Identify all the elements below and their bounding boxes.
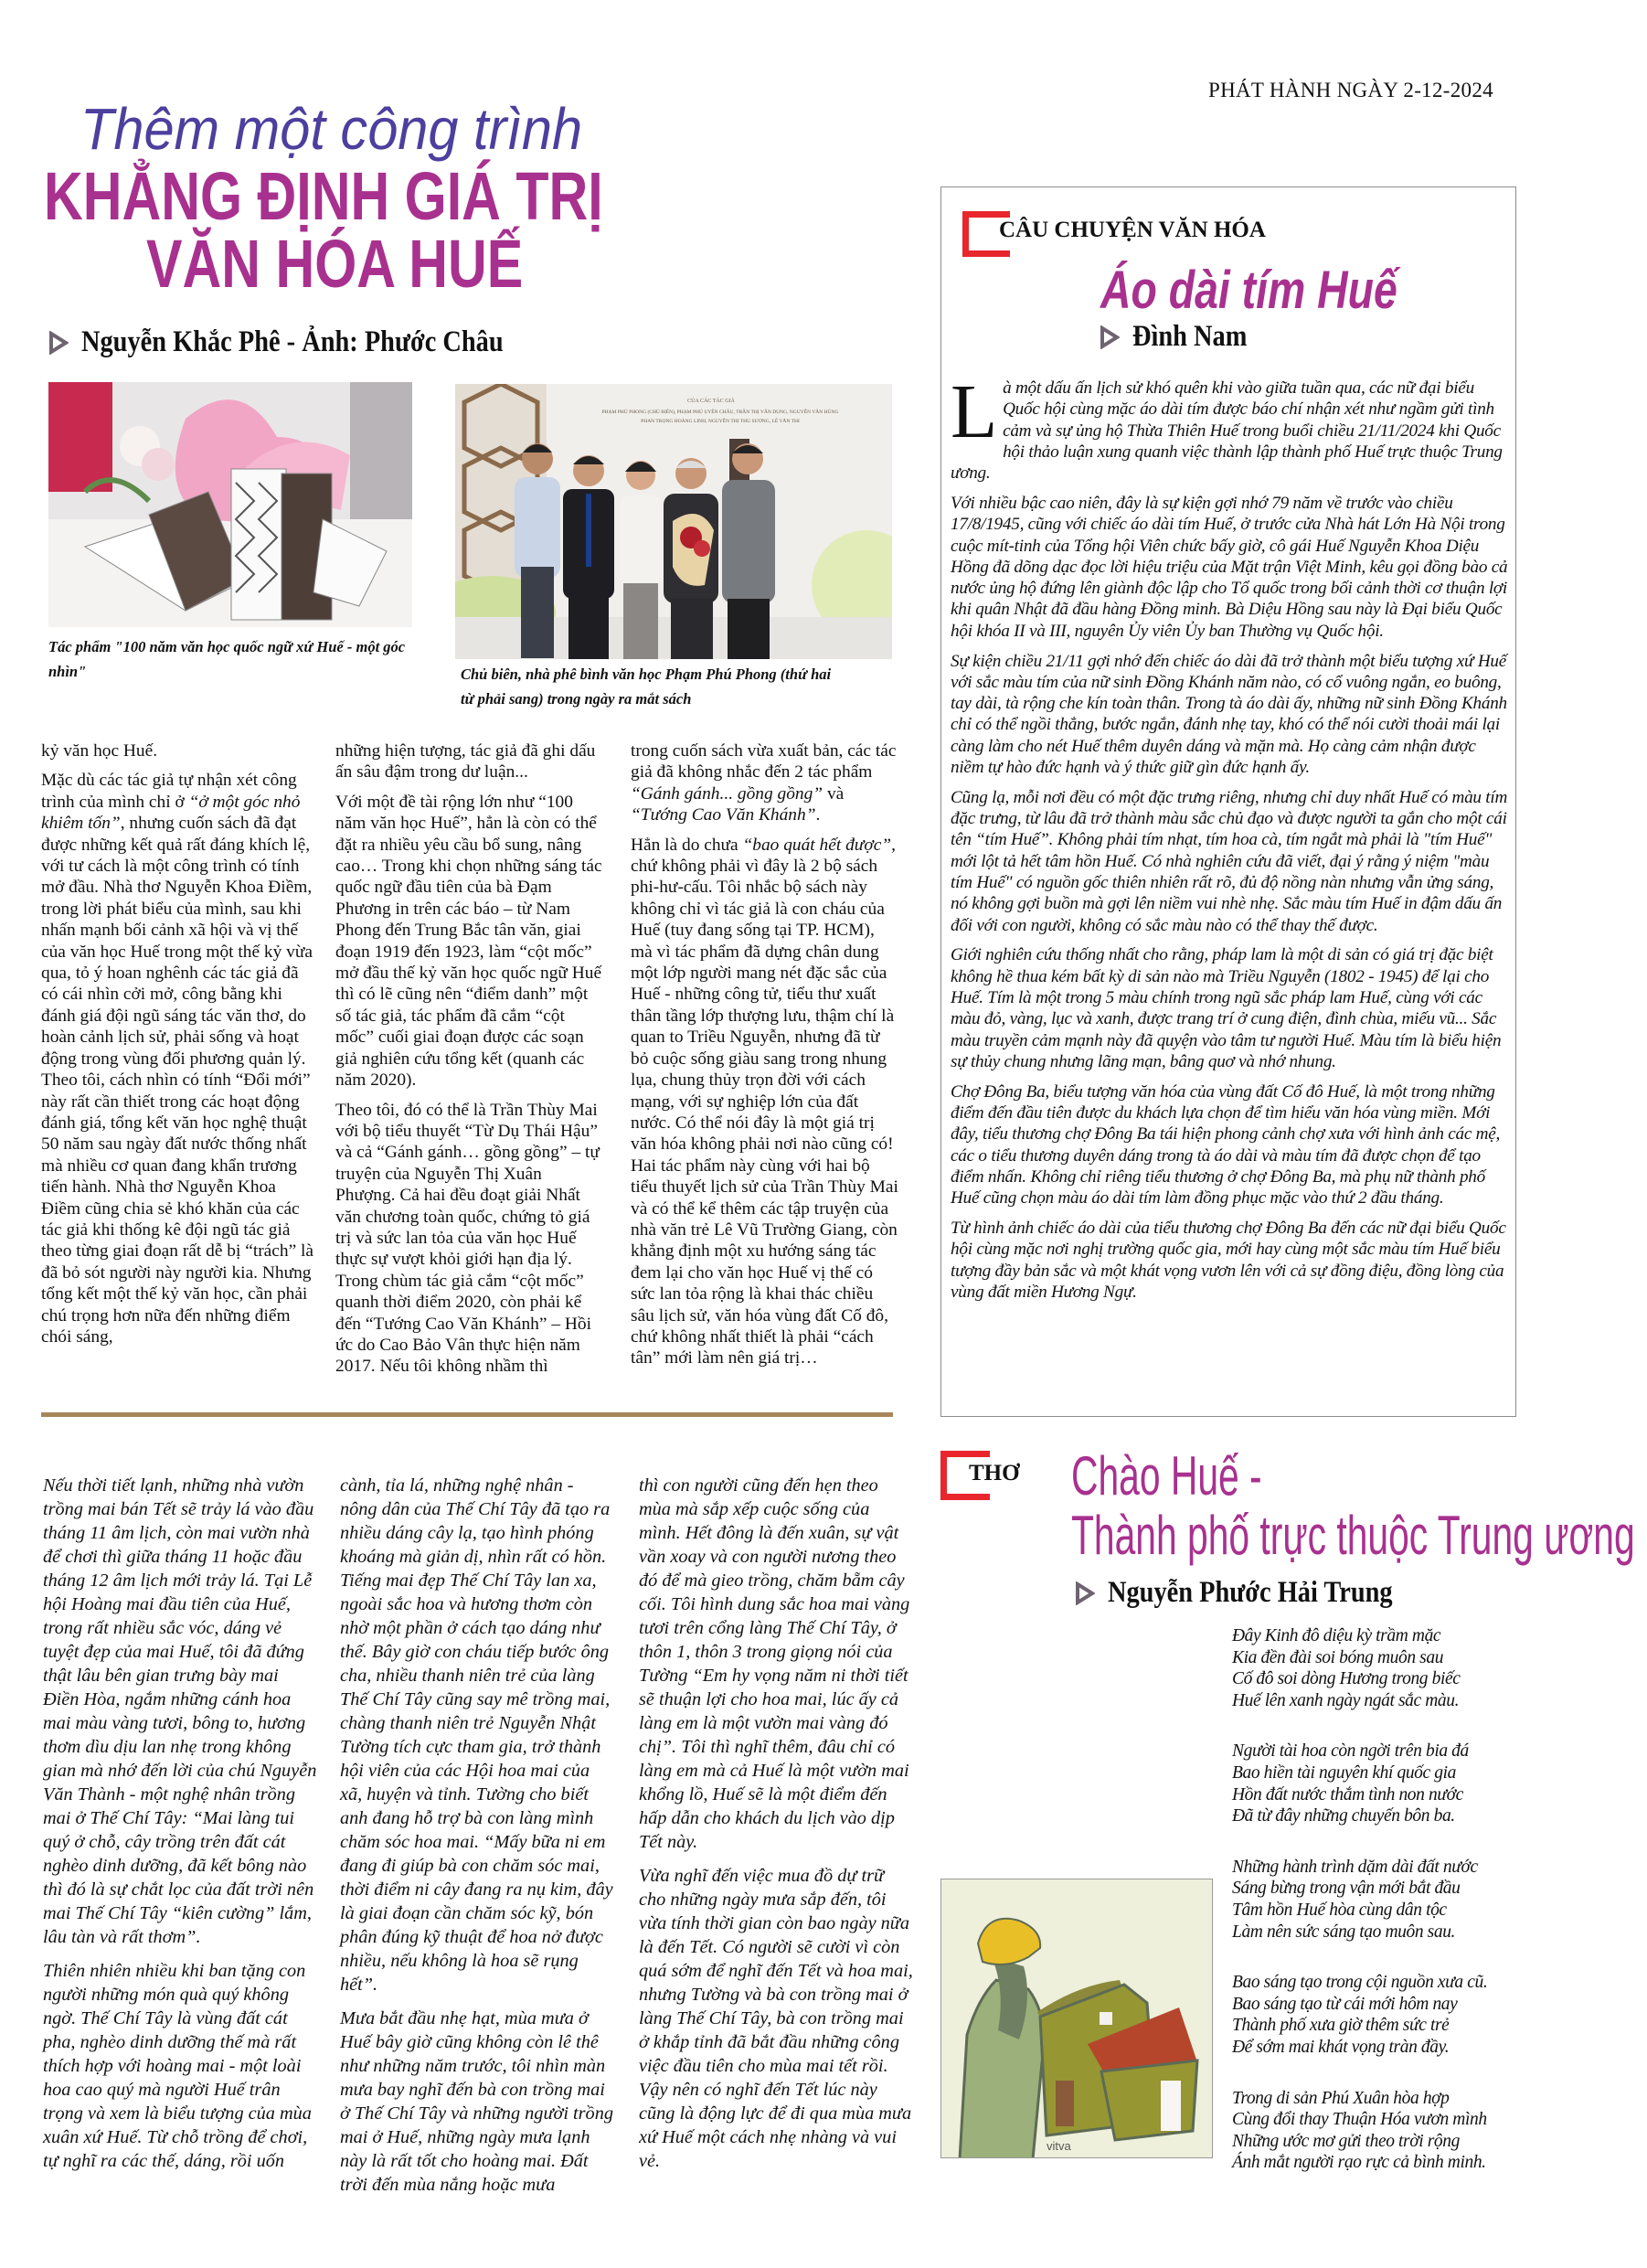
paragraph xyxy=(631,835,899,1369)
paragraph xyxy=(631,740,899,826)
italic-text-segment: “Gánh gánh... gồng gồng” xyxy=(631,783,824,804)
paragraph xyxy=(41,770,315,1347)
poem-stanza xyxy=(1232,1741,1487,1826)
banner-line-3: PHAN TRỌNG HOÀNG LINH, NGUYỄN THỊ THU SƯƠNG, LÊ VĂN THI xyxy=(641,419,800,424)
poem-byline xyxy=(1075,1576,1439,1610)
text-segment: Giới nghiên cứu thống nhất cho rằng, pháp lam là một di sản có giá trị đặc biệt không hề thua kém bất kỳ di sản nào mà Triều Nguyễn (1802 - 1945) để lại cho Huế. Tím là một trong 5 màu chính trong ngũ sắc pháp lam Huế, cùng với các màu đỏ, vàng, lục và xanh, được trang trí ở cung điện, đình chùa, miếu vũ... Sắc màu truyền cảm mạnh này đã quyện vào tâm tư người Huế. Màu tím là biểu hiện sự thủy chung nhưng lãng mạn, bâng quơ và nhớ nhung. xyxy=(951,945,1502,1071)
paragraph xyxy=(639,1474,913,1854)
text-segment: trong cuốn sách vừa xuất bản, các tác giả đã không nhắc đến 2 tác phẩm xyxy=(631,741,897,783)
release-date: PHÁT HÀNH NGÀY 2-12-2024 xyxy=(1208,79,1493,101)
culture-story-body xyxy=(951,369,1508,1312)
text-segment: Cũng lạ, mỗi nơi đều có một đặc trưng riêng, nhưng chỉ duy nhất Huế có màu tím đặc trưng, từ lâu đã trở thành màu sắc chủ đạo và được người ta gắn cho một cái tên “tím Huế”. Không phải tím nhạt, tím hoa cà, tím ngắt mà phải là "tím Huế" mới lột tả hết tâm hồn Huế. Có nhà nghiên cứu đã viết, đại ý rằng ý niệm "màu tím Huế" có nguồn gốc thiên nhiên rất rõ, đủ độ nồng nàn nhưng vẫn ửng sáng, nó không gợi buồn mà gợi lên niềm vui nhè nhẹ. Sắc màu tím Huế in đậm dấu ấn đối với con người, không có sắc màu nào có thể thay thế được. xyxy=(951,787,1508,935)
triangle-bullet-icon xyxy=(1100,325,1120,349)
text-segment: Nếu thời tiết lạnh, những nhà vườn trồng mai bán Tết sẽ trảy lá vào đầu tháng 11 âm lịch, còn mai vườn nhà để chơi thì giữa tháng 11 hoặc đầu tháng 12 âm lịch mới trảy lá. Tại Lễ hội Hoàng mai đầu tiên của Huế, trong rất nhiều sắc vóc, dáng vẻ tuyệt đẹp của mai Huế, tôi đã đứng thật lâu bên gian trưng bày mai Điền Hòa, ngắm những cánh hoa mai màu vàng tươi, bông to, hương thơm dìu dịu lan nhẹ trong không gian mà nhớ đến lời của chú Nguyễn Văn Thành - một nghệ nhân trồng mai ở Thế Chí Tây: “Mai làng tui quý ở chỗ, cây trồng trên đất cát nghèo dinh dưỡng, đã kết bông nào thì đó là sự chắt lọc của đất trời nên mai Thế Chí Tây “kiên cường” lắm, lâu tàn và rất thơm”. xyxy=(43,1475,317,1947)
poem-line: Làm nên sức sáng tạo muôn sau. xyxy=(1232,1922,1456,1942)
launch-event-caption: Chủ biên, nhà phê bình văn học Phạm Phú Phong (thứ hai từ phải sang) trong ngày ra mắt sách xyxy=(461,665,832,708)
poem-illustration xyxy=(940,1879,1213,2158)
byline-text: Nguyễn Khắc Phê - Ảnh: Phước Châu xyxy=(81,325,504,358)
poem-line: Hồn đất nước thắm tình non nước xyxy=(1232,1784,1463,1805)
lead-paragraph xyxy=(951,369,1508,484)
poem-line: Sáng bừng trong vận mới bắt đầu xyxy=(1232,1879,1461,1899)
paragraph xyxy=(951,1081,1508,1209)
launch-event-photo xyxy=(455,384,892,659)
text-segment: Theo tôi, đó có thể là Trần Thùy Mai với bộ tiểu thuyết “Từ Dụ Thái Hậu” và cả “Gánh gánh… gồng gồng” – tự truyện của Nguyễn Thị Xuân Phượng. Cả hai đều đoạt giải Nhất văn chương toàn quốc, chứng tỏ giá trị và sức lan tỏa của văn học Huế thực sự vượt khỏi giới hạn địa lý. Trong chùm tác giả cắm “cột mốc” quanh thời điểm 2020, còn phải kể đến “Tướng Cao Văn Khánh” – Hồi ức do Cao Bảo Vân thực hiện năm 2017. Nếu tôi không nhầm thì xyxy=(335,1100,600,1377)
poem-line: Đã từ đây những chuyến bôn ba. xyxy=(1232,1806,1455,1826)
main-article-column-2 xyxy=(335,740,604,1386)
poem-line: Những hành trình dặm dài đất nước xyxy=(1232,1857,1478,1877)
book-photo xyxy=(48,382,412,627)
text-segment: Chợ Đông Ba, biểu tượng văn hóa của vùng đất Cố đô Huế, là một trong những điểm đến đầu tiên được du khách lựa chọn để tìm hiểu văn hóa vùng miền. Mới đây, tiểu thương chợ Đông Ba tái hiện phong cảnh chợ xưa với hình ảnh các mệ, các o tiểu thương duyên dáng trong tà áo dài và màu tím đã được chọn để tạo điểm nhấn. Không chỉ riêng tiểu thương ở chợ Đông Ba, mà phụ nữ thành phố Huế cũng chọn màu áo dài tím làm đồng phục mặc vào thứ 2 đầu tháng. xyxy=(951,1081,1501,1209)
paragraph xyxy=(43,1959,317,2173)
culture-byline xyxy=(1100,320,1266,354)
poem-line: Người tài hoa còn ngời trên bia đá xyxy=(1232,1741,1469,1762)
text-segment: Với nhiều bậc cao niên, đây là sự kiện gợi nhớ 79 năm về trước vào chiều 17/8/1945, cũng với chiếc áo dài tím Huế, ở trước cửa Nhà hát Lớn Hà Nội trong cuộc mít-tinh của Tổng hội Viên chức bấy giờ, cô gái Huế Nguyễn Khoa Diệu Hồng đã dõng dạc đọc lời hiệu triệu của Mặt trận Việt Minh, kêu gọi đồng bào cả nước ủng hộ đứng lên giành độc lập cho Tổ quốc trong bối cảnh thời cơ thuận lợi khi quân Nhật đã đầu hàng Đồng minh. Bà Diệu Hồng sau này là Đại biểu Quốc hội khóa II và III, nguyên Ủy viên Ủy ban Thường vụ Quốc hội. xyxy=(951,493,1508,641)
byline-text: Nguyễn Phước Hải Trung xyxy=(1108,1576,1393,1609)
paragraph xyxy=(335,740,604,783)
text-segment: Vừa nghĩ đến việc mua đồ dự trữ cho những ngày mưa sắp đến, tôi vừa tính thời gian còn bao ngày nữa là đến Tết. Có người sẽ cười vì còn quá sớm để nghĩ đến Tết và hoa mai, nhưng Tường và bà con trồng mai ở làng Thế Chí Tây, bà con trồng mai ở khắp tỉnh đã bắt đầu những công việc đầu tiên cho mùa mai tết rồi. Vậy nên có nghĩ đến Tết lúc này cũng là động lực để đi qua mùa mưa xứ Huế một cách nhẹ nhàng và vui vẻ. xyxy=(639,1866,913,2171)
poem-stanza xyxy=(1232,1972,1487,2058)
poem-line: Đây Kinh đô diệu kỳ trầm mặc xyxy=(1232,1626,1441,1645)
poem-line: Thành phố xưa giờ thêm sức trẻ xyxy=(1232,2016,1450,2036)
headline-line-3: VĂN HÓA HUẾ xyxy=(146,226,524,302)
poem-stanza xyxy=(1232,2088,1487,2174)
poem-line: Cùng đổi thay Thuận Hóa vươn mình xyxy=(1232,2110,1487,2130)
illustration-signature: vitva xyxy=(1047,2139,1071,2153)
paragraph xyxy=(335,1100,604,1378)
paragraph xyxy=(951,1218,1508,1303)
section-divider xyxy=(41,1412,893,1417)
text-segment: những hiện tượng, tác giả đã ghi dấu ấn sâu đậm trong dư luận... xyxy=(335,741,596,783)
story-paragraphs xyxy=(951,493,1508,1303)
text-segment: Hẳn là do chưa xyxy=(631,835,743,855)
poem-line: Tâm hồn Huế hòa cùng dân tộc xyxy=(1232,1900,1447,1920)
main-article-column-3 xyxy=(631,740,899,1378)
poem-line: Bao sáng tạo trong cội nguồn xưa cũ. xyxy=(1232,1973,1488,1993)
poem-line: Bao hiền tài nguyên khí quốc gia xyxy=(1232,1762,1456,1783)
poem-line: Trong di sản Phú Xuân hòa hợp xyxy=(1232,2088,1450,2108)
drop-cap: L xyxy=(951,369,998,454)
paragraph xyxy=(951,493,1508,642)
italic-text-segment: “ở một góc nhỏ khiêm tốn” xyxy=(41,792,301,834)
byline-text: Đình Nam xyxy=(1132,320,1248,353)
culture-story-title: Áo dài tím Huế xyxy=(1100,261,1397,320)
text-segment: thì con người cũng đến hẹn theo mùa mà sắp xếp cuộc sống của mình. Hết đông là đến xuân, sự vật vần xoay và con người nương theo đó để mà gieo trồng, chăm bẵm cây cối. Tôi hình dung sắc hoa mai vàng tươi trên cổng làng Thế Chí Tây, ở thôn 1, thôn 3 trong giọng nói của Tường “Em hy vọng năm ni thời tiết sẽ thuận lợi cho hoa mai, lúc ấy cả làng em là một vườn mai vàng đó chị”. Tôi thì nghĩ thêm, đâu chỉ có làng em mà cả Huế là một vườn mai khổng lồ, Huế sẽ là một điểm đến hấp dẫn cho khách du lịch vào dịp Tết này. xyxy=(639,1475,910,1852)
poem-stanza xyxy=(1232,1857,1487,1943)
paragraph xyxy=(340,1474,614,1996)
triangle-bullet-icon xyxy=(48,331,69,355)
banner-line-1: CỦA CÁC TÁC GIẢ xyxy=(687,399,735,404)
headline-line-2: KHẲNG ĐỊNH GIÁ TRỊ xyxy=(44,158,603,234)
poem-body xyxy=(1232,1625,1487,2203)
banner-line-2: PHẠM PHÚ PHONG (CHỦ BIÊN), PHẠM PHÚ UYÊN CHÂU, TRẦN THỊ VÂN DUNG, NGUYỄN VĂN HÙNG xyxy=(601,410,839,415)
poem-title-line-1: Chào Huế - xyxy=(1071,1445,1262,1507)
main-byline xyxy=(48,325,572,359)
poem-title-line-2: Thành phố trực thuộc Trung ương xyxy=(1071,1505,1635,1566)
culture-section-label: CÂU CHUYỆN VĂN HÓA xyxy=(999,218,1266,242)
main-article-column-1 xyxy=(41,740,315,1356)
text-segment: Thiên nhiên nhiều khi ban tặng con người những món quà quý không ngờ. Thế Chí Tây là vùng đất cát pha, nghèo dinh dưỡng thế mà rất thích hợp với hoàng mai - một loài hoa cao quý mà người Huế trân trọng và xem là biểu tượng của mùa xuân xứ Huế. Từ chỗ trồng để chơi, tự nghĩ ra các thế, dáng, rồi uốn xyxy=(43,1961,312,2171)
book-photo-caption: Tác phẩm "100 năm văn học quốc ngữ xứ Huế - một góc nhìn" xyxy=(48,638,406,680)
essay-column-3 xyxy=(639,1474,913,2183)
paragraph xyxy=(340,2007,614,2197)
text-segment: Từ hình ảnh chiếc áo dài của tiểu thương chợ Đông Ba đến các nữ đại biểu Quốc hội cùng mặc nơi nghị trường quốc gia, mới hay cùng một sắc màu tím Huế biểu tượng đầy bản sắc và một khát vọng vươn lên với cả sự đồng điệu, đồng lòng của vùng đất miền Hương Ngự. xyxy=(951,1218,1506,1302)
paragraph xyxy=(951,944,1508,1072)
essay-column-1 xyxy=(43,1474,317,2183)
paragraph xyxy=(951,651,1508,779)
paragraph xyxy=(639,1864,913,2173)
paragraph xyxy=(951,787,1508,936)
poem-stanza xyxy=(1232,1625,1487,1711)
essay-column-2 xyxy=(340,1474,614,2207)
poem-line: Bao sáng tạo từ cái mới hôm nay xyxy=(1232,1994,1458,2014)
italic-text-segment: “bao quát hết được” xyxy=(742,835,892,855)
poem-line: Những ước mơ gửi theo trời rộng xyxy=(1232,2131,1460,2151)
poem-line: Cố đô soi dòng Hương trong biếc xyxy=(1232,1669,1461,1689)
text-segment: Mưa bắt đầu nhẹ hạt, mùa mưa ở Huế bây giờ cũng không còn lê thê như những năm trước, tôi nhìn màn mưa bay nghĩ đến bà con trồng mai ở Thế Chí Tây và những người trồng mai ở Huế, những ngày mưa lạnh này là rất tốt cho hoàng mai. Đất trời đến mùa nắng hoặc mưa xyxy=(340,2008,613,2195)
italic-text-segment: “Tướng Cao Văn Khánh” xyxy=(631,805,816,825)
text-segment: Sự kiện chiều 21/11 gợi nhớ đến chiếc áo dài đã trở thành một biểu tượng xứ Huế với sắc màu tím của nữ sinh Đồng Khánh năm nào, có cổ vuông ngắn, eo buông, tay dài, tà rộng che kín toàn thân. Trong tà áo dài ấy, những nữ sinh Đồng Khánh chỉ có thể ngồi thẳng, bước ngắn, đánh nhẹ tay, khó có thể nói cười thoải mái lại càng làm cho nét Huế thêm duyên dáng và mặn mà. Họ càng cảm nhận được niềm tự hào đức hạnh và ý thức giữ gìn đức hạnh ấy. xyxy=(951,651,1507,778)
paragraph xyxy=(335,792,604,1091)
text-segment: kỷ văn học Huế. xyxy=(41,741,158,761)
paragraph xyxy=(41,740,315,761)
triangle-bullet-icon xyxy=(1075,1581,1095,1605)
text-segment: , nhưng cuốn sách đã đạt được những kết quả rất đáng khích lệ, với tư cách là một công trình có tính mở đầu. Nhà thơ Nguyễn Khoa Điềm, trong lời phát biểu của mình, sau khi nhấn mạnh bối cảnh xã hội và vị thế của văn học Huế trong một thế kỷ vừa qua, tỏ ý hoan nghênh các tác giả đã có cái nhìn cởi mở, công bằng khi đánh giá đội ngũ sáng tác văn thơ, do hoàn cảnh lịch sử, phải sống và hoạt động trong vùng đối phương quản lý. Theo tôi, cách nhìn có tính “Đổi mới” này rất cần thiết trong các hoạt động đánh giá, tổng kết văn học nghệ thuật 50 năm sau ngày đất nước thống nhất mà nhiều cơ quan đang khẩn trương tiến hành. Nhà thơ Nguyễn Khoa Điềm cũng chia sẻ khó khăn của các tác giả khi thống kê đội ngũ tác giả theo từng giai đoạn rất dễ bị “trách” là đã bỏ sót người này người kia. Nhưng tổng kết một thế kỷ văn học, cần phải chú trọng hơn nữa đến những điểm chói sáng, xyxy=(41,814,314,1347)
poem-line: Để sớm mai khát vọng tràn đầy. xyxy=(1232,2037,1450,2057)
poem-line: Kia đền đài soi bóng muôn sau xyxy=(1232,1647,1444,1667)
text-segment: và xyxy=(823,783,845,804)
poem-line: Huế lên xanh ngày ngát sắc màu. xyxy=(1232,1690,1460,1710)
text-segment: cành, tỉa lá, những nghệ nhân - nông dân của Thế Chí Tây đã tạo ra nhiều dáng cây lạ, tạo hình phóng khoáng mà giản dị, nhìn rất có hồn. Tiếng mai đẹp Thế Chí Tây lan xa, ngoài sắc hoa và hương thơm còn nhờ một phần ở cách tạo dáng như thế. Bây giờ con cháu tiếp bước ông cha, nhiều thanh niên trẻ của làng Thế Chí Tây cũng say mê trồng mai, chàng thanh niên trẻ Nguyễn Nhật Tường tích cực tham gia, trở thành hội viên của các Hội hoa mai của xã, huyện và tỉnh. Tường cho biết anh đang hỗ trợ bà con làng mình chăm sóc hoa mai. “Mấy bữa ni em đang đi giúp bà con chăm sóc mai, thời điểm ni cây đang ra nụ kim, đây là giai đoạn cần chăm sóc kỹ, bón phân đúng kỹ thuật để hoa nở được nhiều, nếu không là hoa sẽ rụng hết”. xyxy=(340,1475,613,1995)
poem-line: Ánh mắt người rạo rực cả bình minh. xyxy=(1232,2153,1486,2173)
text-segment: , chứ không phải vì đây là 2 bộ sách phi-hư-cấu. Tôi nhắc bộ sách này không chỉ vì tác giả là con cháu của Huế (tuy đang sống tại TP. HCM), mà vì tác phẩm đã dựng chân dung một lớp người mang nét đặc sắc của Huế - những công tử, tiểu thư xuất thân tầng lớp thượng lưu, thậm chí là quan to Triều Nguyễn, nhưng đã từ bỏ cuộc sống giàu sang trong nhung lụa, chung thủy trọn đời với cách mạng, với sự nghiệp lớn của đất nước. Có thể nói đây là một giá trị văn hóa không phải nơi nào cũng có! Hai tác phẩm này cùng với hai bộ tiểu thuyết lịch sử của Trần Thùy Mai và có thể kể thêm các tập truyện của nhà văn trẻ Lê Vũ Trường Giang, còn khẳng định một xu hướng sáng tác đem lại cho văn học Huế vị thế có sức lan tỏa rộng là khai thác chiều sâu lịch sử, văn hóa vùng đất Cố đô, chứ không nhất thiết là phải “cách tân” mới làm nên giá trị… xyxy=(631,835,898,1368)
text-segment: Mặc dù các tác giả tự nhận xét công trình của mình chỉ ở xyxy=(41,771,297,812)
headline-line-1: Thêm một công trình xyxy=(80,96,583,162)
lead-text: à một dấu ấn lịch sử khó quên khi vào giữa tuần qua, các nữ đại biểu Quốc hội cùng mặc áo dài tím được báo chí nhận xét như ngầm gửi tình cảm và sự ủng hộ Thừa Thiên Huế trong buổi chiều 21/11/2024 khi Quốc hội thảo luận xung quanh việc thành lập thành phố Huế trực thuộc Trung ương. xyxy=(951,378,1503,484)
paragraph xyxy=(43,1474,317,1949)
text-segment: . xyxy=(815,805,821,825)
poem-section-label: THƠ xyxy=(969,1461,1020,1485)
text-segment: Với một đề tài rộng lớn như “100 năm văn học Huế”, hẳn là còn có thể đặt ra nhiều yêu cầu bổ sung, nâng cao… Trong khi chọn những sáng tác quốc ngữ đầu tiên của bà Đạm Phương in trên các báo – từ Nam Phong đến Trung Bắc tân văn, giai đoạn 1919 đến 1923, làm “cột mốc” mở đầu thế kỷ văn học quốc ngữ Huế thì có lẽ cũng nên “điểm danh” một số tác giả, tác phẩm đã cắm “cột mốc” cuối giai đoạn được các soạn giả nghiên cứu tổng kết (quanh các năm 2020). xyxy=(335,792,602,1091)
